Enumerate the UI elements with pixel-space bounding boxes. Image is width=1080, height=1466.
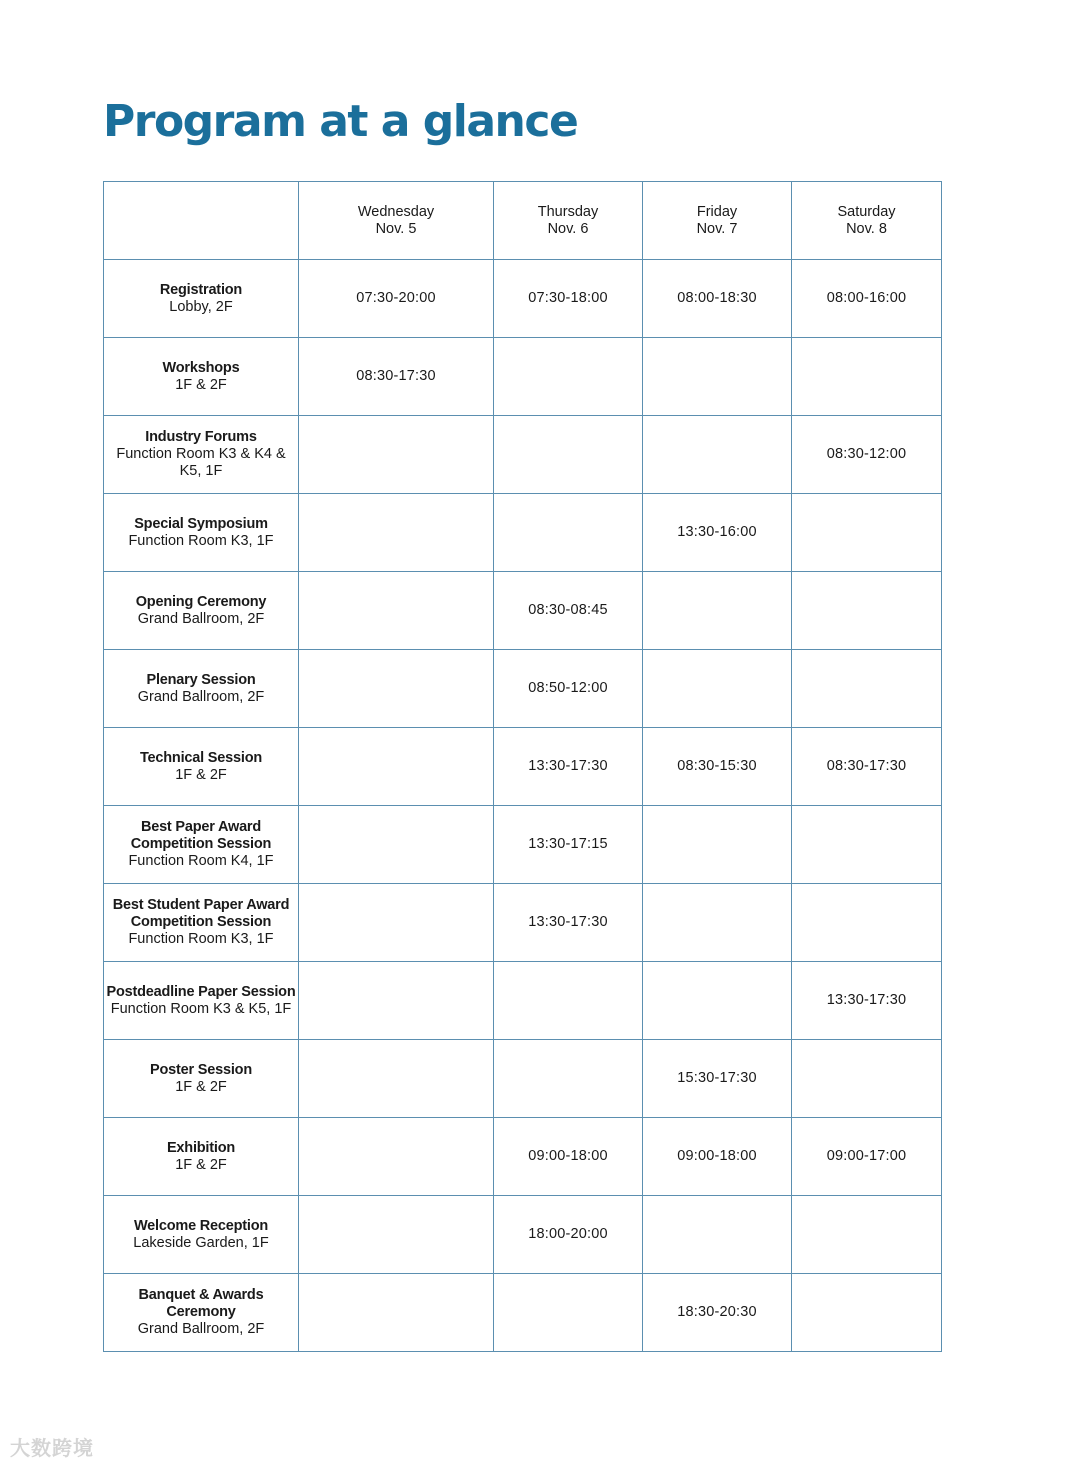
event-name: Best Student Paper Award Competition Session (112, 897, 290, 930)
time-cell: 18:30-20:30 (643, 1274, 792, 1352)
time-cell: 08:00-18:30 (643, 260, 792, 338)
day-date: Nov. 6 (547, 220, 589, 237)
table-row (104, 494, 942, 572)
time-cell (643, 884, 792, 962)
table-row (104, 806, 942, 884)
event-name: Welcome Reception (133, 1217, 269, 1234)
day-header-cell (494, 182, 643, 260)
time-cell (643, 650, 792, 728)
event-cell (104, 806, 299, 884)
time-cell (792, 650, 942, 728)
day-date: Nov. 7 (696, 220, 738, 237)
event-location: Lobby, 2F (169, 298, 233, 315)
time-cell (643, 416, 792, 494)
schedule-header (104, 182, 942, 260)
table-row (104, 1040, 942, 1118)
event-name: Industry Forums (145, 429, 257, 445)
event-location: 1F & 2F (175, 1156, 227, 1173)
time-cell: 08:30-17:30 (299, 338, 494, 416)
event-location: Function Room K3, 1F (128, 931, 274, 947)
time-cell (299, 650, 494, 728)
corner-cell (104, 182, 299, 260)
time-cell (643, 962, 792, 1040)
time-cell: 13:30-16:00 (643, 494, 792, 572)
time-cell: 15:30-17:30 (643, 1040, 792, 1118)
time-cell (792, 572, 942, 650)
event-cell (104, 1274, 299, 1352)
event-location: 1F & 2F (175, 766, 227, 783)
day-header-cell (643, 182, 792, 260)
event-location: 1F & 2F (175, 376, 227, 393)
event-name: Technical Session (139, 749, 263, 766)
time-cell: 07:30-18:00 (494, 260, 643, 338)
table-row (104, 338, 942, 416)
time-cell (494, 1274, 643, 1352)
table-row (104, 416, 942, 494)
time-cell: 08:30-15:30 (643, 728, 792, 806)
time-cell: 13:30-17:30 (494, 884, 643, 962)
table-row (104, 650, 942, 728)
table-row (104, 884, 942, 962)
table-row (104, 1274, 942, 1352)
event-cell (104, 728, 299, 806)
event-name: Registration (159, 281, 243, 298)
day-date: Nov. 5 (375, 220, 417, 237)
time-cell (299, 416, 494, 494)
event-name: Workshops (162, 359, 240, 376)
day-header-cell (792, 182, 942, 260)
header-row (104, 182, 942, 260)
time-cell: 08:30-12:00 (792, 416, 942, 494)
time-cell (792, 1274, 942, 1352)
time-cell (299, 1274, 494, 1352)
event-location: Lakeside Garden, 1F (133, 1234, 269, 1251)
event-name: Special Symposium (134, 515, 268, 532)
event-cell (104, 494, 299, 572)
event-name: Plenary Session (146, 671, 256, 688)
time-cell (494, 494, 643, 572)
day-name: Thursday (537, 203, 599, 220)
event-cell (104, 572, 299, 650)
time-cell: 18:00-20:00 (494, 1196, 643, 1274)
time-cell (643, 806, 792, 884)
time-cell (299, 806, 494, 884)
day-header-cell (299, 182, 494, 260)
event-location: Function Room K3 & K4 & K5, 1F (116, 446, 286, 479)
event-location: Function Room K3 & K5, 1F (110, 1000, 292, 1017)
time-cell: 08:50-12:00 (494, 650, 643, 728)
time-cell: 09:00-17:00 (792, 1118, 942, 1196)
time-cell (792, 1196, 942, 1274)
time-cell (299, 728, 494, 806)
schedule-body (104, 260, 942, 1352)
time-cell (643, 338, 792, 416)
time-cell (643, 572, 792, 650)
event-location: Function Room K4, 1F (128, 853, 274, 869)
table-row (104, 962, 942, 1040)
time-cell: 08:30-17:30 (792, 728, 942, 806)
event-cell (104, 884, 299, 962)
event-location: Grand Ballroom, 2F (137, 1321, 265, 1337)
event-cell (104, 650, 299, 728)
table-row (104, 572, 942, 650)
event-cell (104, 1118, 299, 1196)
event-name: Best Paper Award Competition Session (130, 819, 272, 852)
time-cell: 07:30-20:00 (299, 260, 494, 338)
time-cell (792, 806, 942, 884)
time-cell: 08:00-16:00 (792, 260, 942, 338)
time-cell (494, 416, 643, 494)
time-cell (792, 494, 942, 572)
time-cell: 13:30-17:30 (494, 728, 643, 806)
table-row (104, 1118, 942, 1196)
event-name: Poster Session (150, 1061, 252, 1078)
time-cell: 09:00-18:00 (643, 1118, 792, 1196)
day-name: Friday (696, 203, 738, 220)
time-cell (792, 1040, 942, 1118)
schedule-table (103, 181, 942, 1352)
event-location: Grand Ballroom, 2F (137, 688, 265, 705)
event-name: Banquet & Awards Ceremony (138, 1287, 264, 1320)
table-row (104, 728, 942, 806)
event-cell (104, 1040, 299, 1118)
event-cell (104, 260, 299, 338)
day-name: Saturday (837, 203, 896, 220)
time-cell (494, 338, 643, 416)
event-name: Exhibition (166, 1139, 236, 1156)
event-location: 1F & 2F (175, 1078, 227, 1095)
time-cell: 08:30-08:45 (494, 572, 643, 650)
day-date: Nov. 8 (846, 220, 887, 237)
time-cell (792, 884, 942, 962)
time-cell: 09:00-18:00 (494, 1118, 643, 1196)
table-row (104, 1196, 942, 1274)
time-cell: 13:30-17:30 (792, 962, 942, 1040)
time-cell (299, 1118, 494, 1196)
event-cell (104, 338, 299, 416)
page-title: Program at a glance (103, 96, 578, 147)
event-cell (104, 416, 299, 494)
time-cell (494, 962, 643, 1040)
event-location: Function Room K3, 1F (128, 532, 274, 549)
event-name: Postdeadline Paper Session (106, 983, 296, 1000)
event-name: Opening Ceremony (135, 593, 267, 610)
event-cell (104, 1196, 299, 1274)
event-location: Grand Ballroom, 2F (137, 610, 265, 627)
time-cell (299, 1040, 494, 1118)
table-row (104, 260, 942, 338)
time-cell (643, 1196, 792, 1274)
time-cell (299, 572, 494, 650)
event-cell (104, 962, 299, 1040)
time-cell (299, 884, 494, 962)
time-cell (299, 1196, 494, 1274)
day-name: Wednesday (357, 203, 435, 220)
time-cell: 13:30-17:15 (494, 806, 643, 884)
time-cell (299, 494, 494, 572)
time-cell (494, 1040, 643, 1118)
time-cell (792, 338, 942, 416)
time-cell (299, 962, 494, 1040)
watermark: 大数跨境 (10, 1438, 94, 1460)
